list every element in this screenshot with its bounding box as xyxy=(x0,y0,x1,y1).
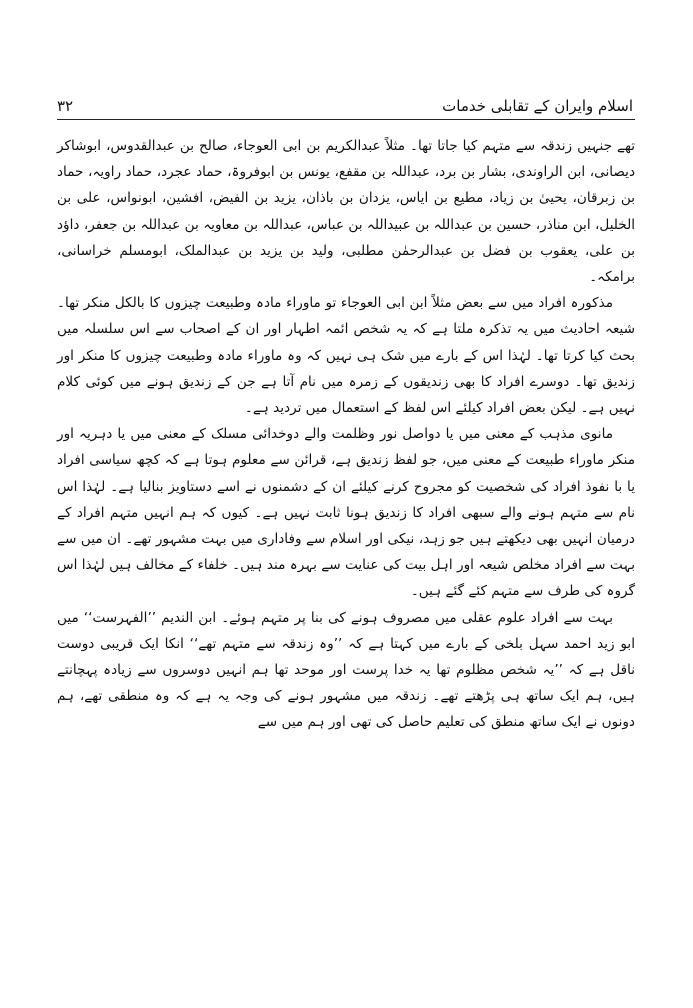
body-text xyxy=(57,133,635,736)
header-title: اسلام وایران کے تقابلی خدمات xyxy=(442,97,633,115)
header-rule xyxy=(57,119,635,120)
page-number: ۳۲ xyxy=(57,97,74,115)
running-header xyxy=(57,86,633,116)
paragraph-manichaean-meaning: مانوی مذہب کے معنی میں یا دواصل نور وظلمت والے دوخدائی مسلک کے معنی میں یا دہریہ اور منکر ماوراء طبیعت کے معنی میں، جو لفظ زندیق ہے، قرائن سے معلوم ہوتا ہے کہ کچھ سیاسی افراد یا با نفوذ افراد کی شخصیت کو مجروح کرنے کیلئے ان کے دشمنوں نے اسے دستاویز بنالیا ہے۔ لہٰذا اس نام سے متہم ہونے والے سبھی افراد کا زندیق ہونا ثابت نہیں ہے۔ کیوں کہ ہم انہیں متہم افراد کے درمیان انہیں بھی دیکھتے ہیں جو زہد، نیکی اور اسلام سے وفاداری میں بہت مشہور تھے۔ ان میں سے بہت سے افراد مخلص شیعہ اور اہل بیت کی عنایت سے بہرہ مند ہیں۔ خلفاء کے مخالف ہیں لہٰذا اس گروہ کی طرف سے متہم کئے گئے ہیں۔ xyxy=(57,426,635,600)
paragraph-names-list: تھے جنہیں زندقہ سے متہم کیا جاتا تھا۔ مثلاً عبدالکریم بن ابی العوجاء، صالح بن عبدالقدوس، ابوشاکر دیصانی، ابن الراوندی، بشار بن برد، عبداللہ بن مقفع، یونس بن ابوفروۃ، حماد عجرد، حماد راویہ، حماد بن زبرقان، یحییٰ بن زیاد، مطیع بن ایاس، یزدان بن باذان، یزید بن الفیض، افشین، ابونواس، علی بن الخلیل، ابن مناذر، حسین بن عبداللہ بن عبیداللہ بن عباس، عبداللہ بن معاویہ بن عبداللہ بن جعفر، داؤد بن علی، یعقوب بن فضل بن عبدالرحمٰن مطلبی، ولید بن یزید بن عبدالملک، ابومسلم خراسانی، برامکہ۔ xyxy=(57,138,635,286)
paragraph-rational-sciences: بہت سے افراد علوم عقلی میں مصروف ہونے کی بنا پر متہم ہوئے۔ ابن الندیم ’’الفہرست‘‘ میں ابو زید احمد سہل بلخی کے بارے میں کہتا ہے کہ ’’وہ زندقہ سے متہم تھے‘‘ انکا ایک قریبی دوست ناقل ہے کہ ’’یہ شخص مظلوم تھا یہ خدا پرست اور موحد تھا ہم انہیں دوسروں سے زیادہ پہچانتے ہیں، ہم ایک ساتھ ہی پڑھتے تھے۔ زندقہ میں مشہور ہونے کی وجہ یہ ہے کہ وہ منطقی تھے، ہم دونوں نے ایک ساتھ منطق کی تعلیم حاصل کی تھی اور ہم میں سے xyxy=(57,609,635,731)
paragraph-ibn-abi-al-awja: مذکورہ افراد میں سے بعض مثلاً ابن ابی العوجاء تو ماوراء مادہ وطبیعت چیزوں کا بالکل منکر تھا۔ شیعہ احادیث میں یہ تذکرہ ملتا ہے کہ یہ شخص ائمہ اطہار اور ان کے اصحاب سے اس سلسلہ میں بحث کیا کرتا تھا۔ لہٰذا اس کے بارے میں شک ہی نہیں کہ وہ ماوراء مادہ وطبیعت چیزوں کا منکر اور زندیق تھا۔ دوسرے افراد کا بھی زندیقوں کے زمرہ میں نام آتا ہے جن کے زندیق ہونے میں کوئی کلام نہیں ہے۔ لیکن بعض افراد کیلئے اس لفظ کے استعمال میں تردید ہے۔ xyxy=(57,295,635,417)
